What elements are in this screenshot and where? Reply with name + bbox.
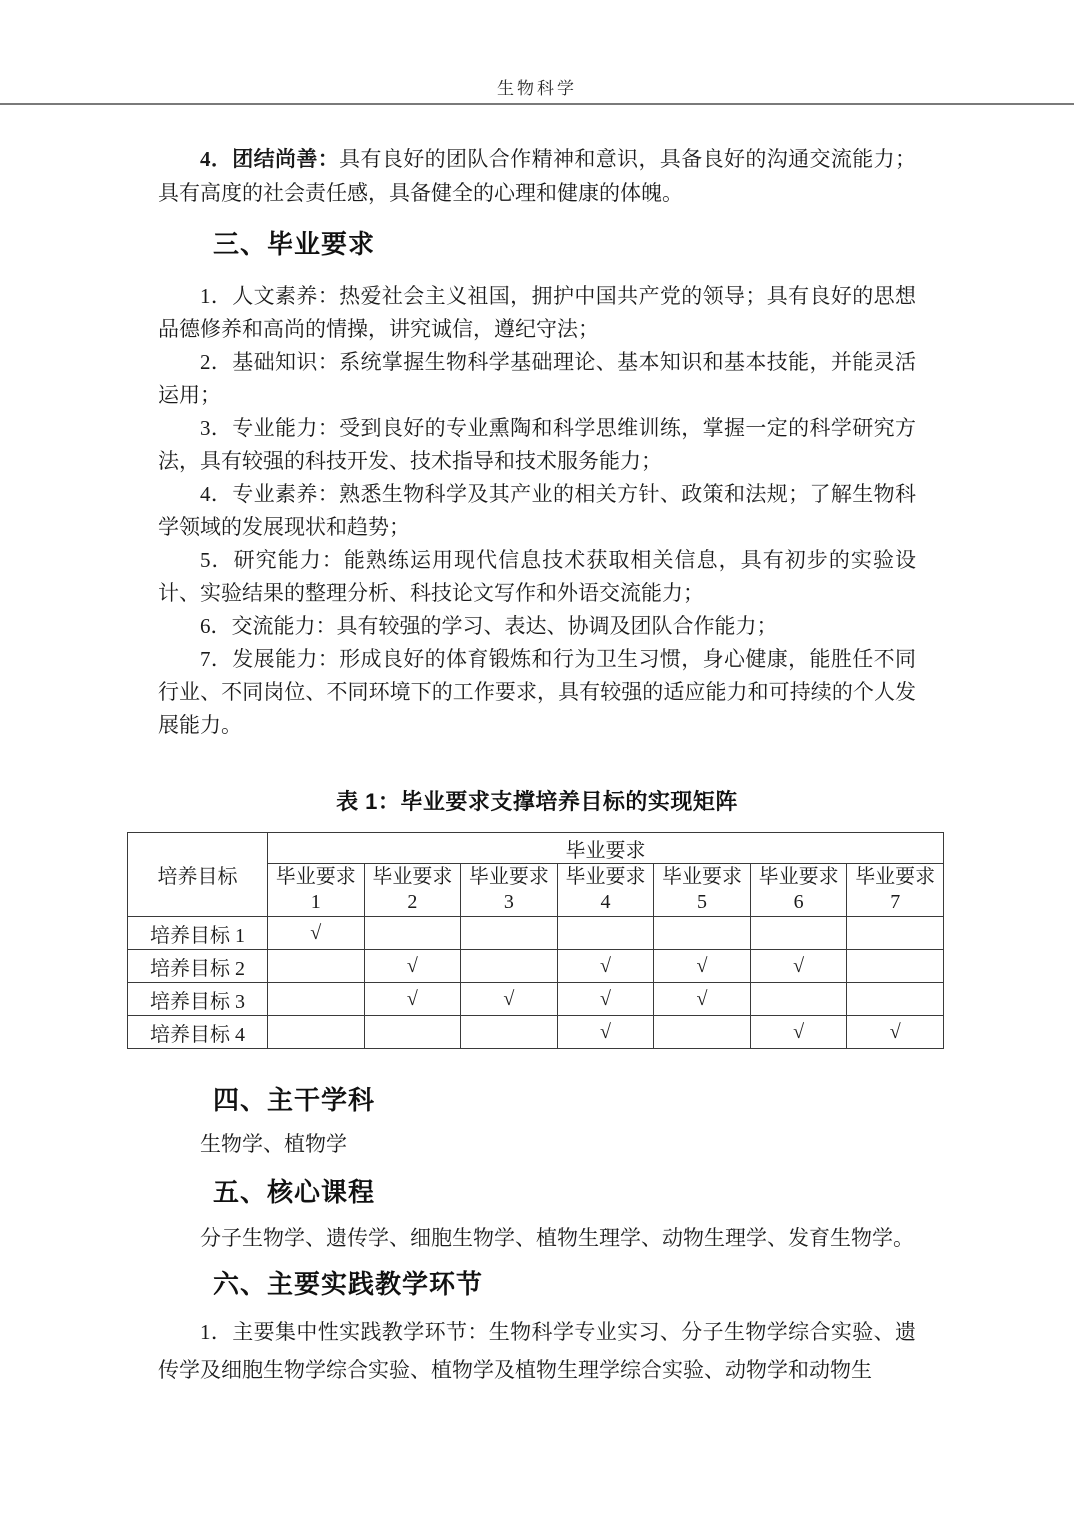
- table-row-objective3: [128, 983, 944, 1016]
- check-cell: [461, 917, 558, 950]
- col-header-label: 毕业要求: [275, 866, 356, 888]
- col-header-req5: [654, 864, 751, 917]
- table-row-objective4: [128, 1016, 944, 1049]
- check-cell: √: [461, 983, 558, 1016]
- corner-header-cell: 培养目标: [128, 833, 268, 917]
- section4-heading: 四、主干学科: [213, 1085, 376, 1115]
- col-header-number: 7: [890, 891, 901, 913]
- check-cell: √: [654, 983, 751, 1016]
- running-header: [0, 0, 1074, 105]
- check-cell: [847, 950, 944, 983]
- check-cell: [654, 1016, 751, 1049]
- table1-caption: 表 1：毕业要求支撑培养目标的实现矩阵: [336, 789, 738, 814]
- table-row-objective1: [128, 917, 944, 950]
- check-cell: √: [847, 1016, 944, 1049]
- graduation-requirement-3: 3．专业能力：受到良好的专业熏陶和科学思维训练，掌握一定的科学研究方法，具有较强的科技开发、技术指导和技术服务能力；: [158, 416, 916, 473]
- col-header-number: 6: [793, 891, 804, 913]
- check-cell: [654, 917, 751, 950]
- check-cell: √: [268, 917, 365, 950]
- col-header-label: 毕业要求: [662, 866, 743, 888]
- check-cell: √: [364, 950, 461, 983]
- graduation-requirement-5: 5．研究能力：能熟练运用现代信息技术获取相关信息，具有初步的实验设计、实验结果的整理分析、科技论文写作和外语交流能力；: [158, 548, 916, 605]
- graduation-requirement-1: 1．人文素养：热爱社会主义祖国，拥护中国共产党的领导；具有良好的思想品德修养和高尚的情操，讲究诚信，遵纪守法；: [158, 284, 916, 341]
- check-cell: √: [557, 983, 654, 1016]
- running-header-title: 生物科学: [497, 79, 577, 98]
- col-header-label: 毕业要求: [855, 866, 936, 888]
- graduation-requirement-4: 4．专业素养：熟悉生物科学及其产业的相关方针、政策和法规；了解生物科学领域的发展现状和趋势；: [158, 482, 916, 539]
- check-cell: [557, 917, 654, 950]
- row-label: 培养目标 2: [128, 950, 268, 983]
- col-header-req6: [750, 864, 847, 917]
- header-rule: [0, 103, 1074, 105]
- paragraph-item4-text: 具有良好的团队合作精神和意识，具备良好的沟通交流能力；具有高度的社会责任感，具备健全的心理和健康的体魄。: [158, 147, 917, 205]
- col-header-label: 毕业要求: [758, 866, 839, 888]
- document-body: [0, 142, 1074, 1389]
- check-cell: √: [750, 950, 847, 983]
- check-cell: [268, 983, 365, 1016]
- col-header-req1: [268, 864, 365, 917]
- check-cell: √: [364, 983, 461, 1016]
- row-label: 培养目标 4: [128, 1016, 268, 1049]
- support-matrix-table: [127, 832, 944, 1049]
- check-cell: [461, 1016, 558, 1049]
- table-row-objective2: [128, 950, 944, 983]
- check-cell: [461, 950, 558, 983]
- check-cell: [847, 983, 944, 1016]
- paragraph-item4-lead: 4．团结尚善：: [200, 147, 340, 171]
- check-cell: [750, 917, 847, 950]
- graduation-requirement-2: 2．基础知识：系统掌握生物科学基础理论、基本知识和基本技能，并能灵活运用；: [158, 350, 916, 407]
- section6-body: 1．主要集中性实践教学环节：生物科学专业实习、分子生物学综合实验、遗传学及细胞生物学综合实验、植物学及植物生理学综合实验、动物学和动物生: [158, 1320, 916, 1382]
- check-cell: [268, 950, 365, 983]
- check-cell: √: [654, 950, 751, 983]
- group-header-cell: 毕业要求: [268, 833, 944, 864]
- col-header-number: 2: [407, 891, 418, 913]
- section5-heading: 五、核心课程: [213, 1177, 376, 1207]
- col-header-req7: [847, 864, 944, 917]
- section5-body: 分子生物学、遗传学、细胞生物学、植物生理学、动物生理学、发育生物学。: [200, 1226, 914, 1250]
- col-header-req2: [364, 864, 461, 917]
- col-header-number: 5: [697, 891, 708, 913]
- check-cell: √: [557, 950, 654, 983]
- check-cell: [268, 1016, 365, 1049]
- row-label: 培养目标 1: [128, 917, 268, 950]
- col-header-req4: [557, 864, 654, 917]
- col-header-number: 4: [600, 891, 611, 913]
- graduation-requirement-7: 7．发展能力：形成良好的体育锻炼和行为卫生习惯，身心健康，能胜任不同行业、不同岗位、不同环境下的工作要求，具有较强的适应能力和可持续的个人发展能力。: [158, 647, 916, 737]
- paragraph-item4-unity: [158, 142, 916, 210]
- section3-heading: 三、毕业要求: [213, 229, 376, 259]
- col-header-number: 3: [503, 891, 514, 913]
- check-cell: [750, 983, 847, 1016]
- check-cell: [847, 917, 944, 950]
- check-cell: √: [750, 1016, 847, 1049]
- col-header-label: 毕业要求: [372, 866, 453, 888]
- row-label: 培养目标 3: [128, 983, 268, 1016]
- col-header-number: 1: [310, 891, 321, 913]
- section6-heading: 六、主要实践教学环节: [213, 1269, 484, 1299]
- check-cell: [364, 1016, 461, 1049]
- col-header-req3: [461, 864, 558, 917]
- graduation-requirement-6: 6．交流能力：具有较强的学习、表达、协调及团队合作能力；: [200, 614, 778, 638]
- col-header-label: 毕业要求: [468, 866, 549, 888]
- col-header-label: 毕业要求: [565, 866, 646, 888]
- check-cell: √: [557, 1016, 654, 1049]
- table-header-row-group: [128, 833, 944, 864]
- section4-body: 生物学、植物学: [200, 1132, 347, 1156]
- check-cell: [364, 917, 461, 950]
